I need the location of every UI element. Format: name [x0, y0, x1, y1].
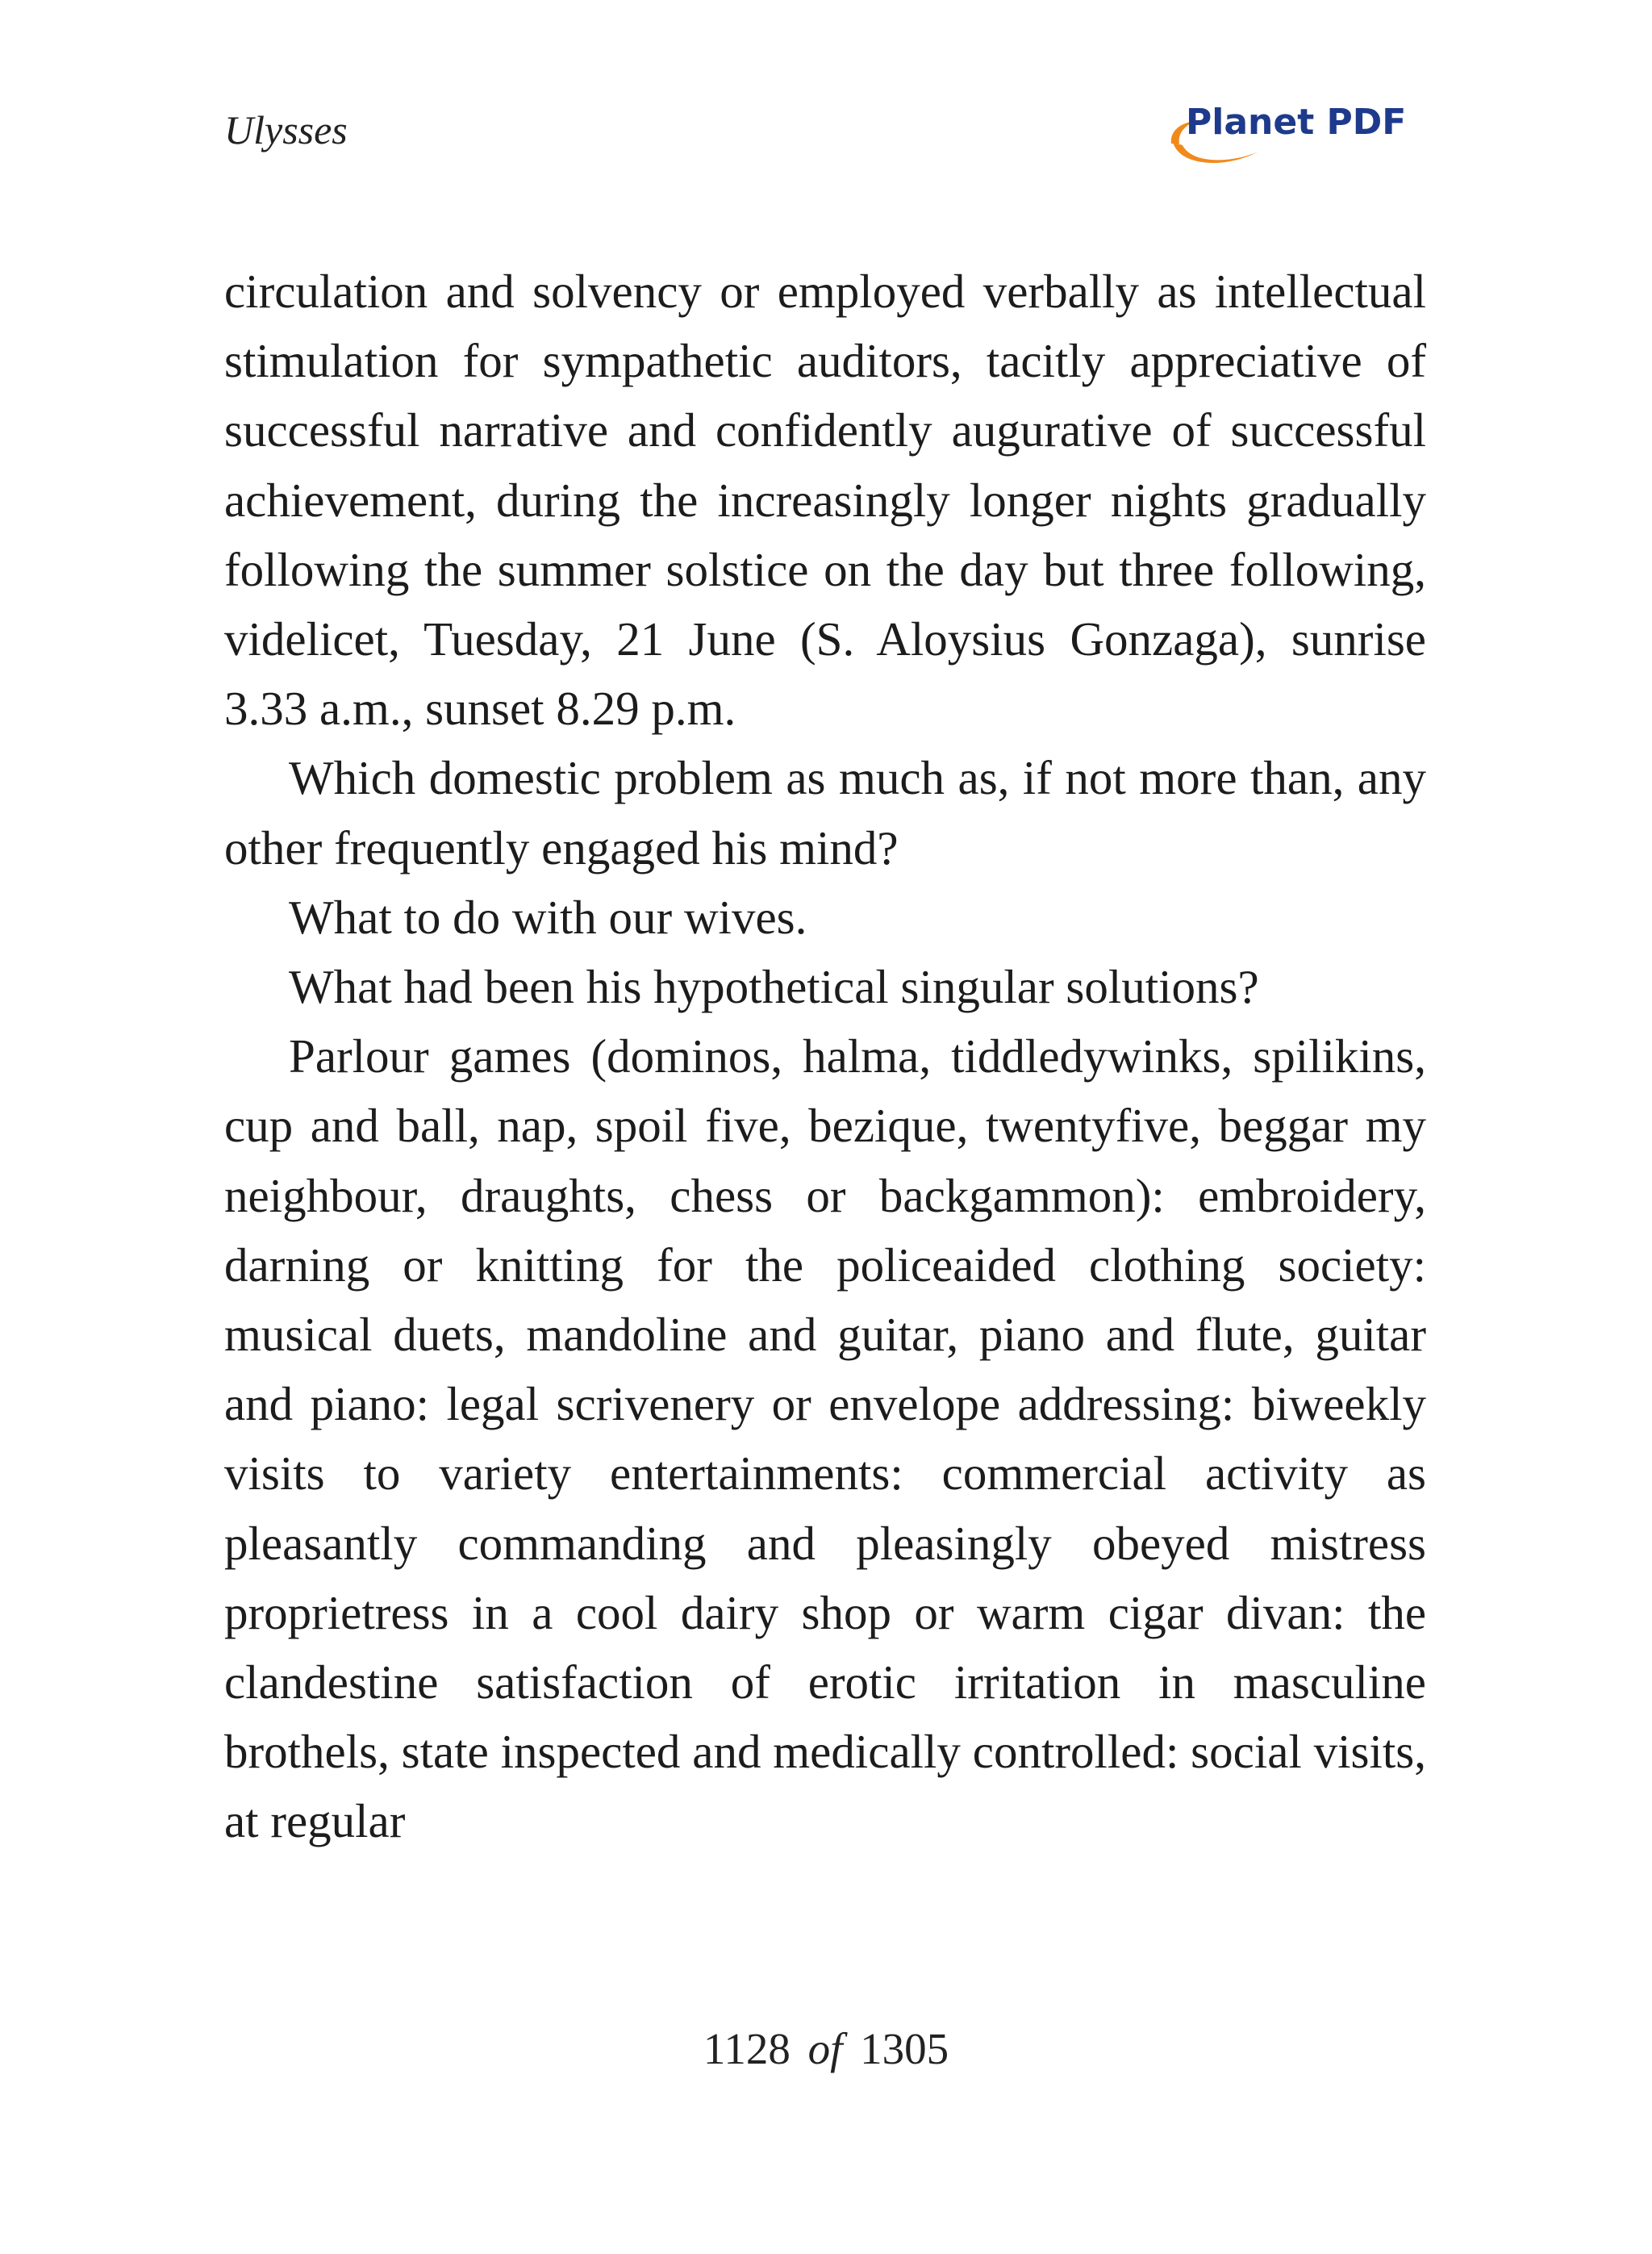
page-of-label: of [807, 2024, 843, 2073]
page-number [0, 2023, 1652, 2074]
total-pages: 1305 [860, 2024, 949, 2073]
paragraph-question-solutions: What had been his hypothetical singular solutions? [289, 960, 1259, 1014]
page-body-text [224, 257, 1426, 1856]
paragraph-answer-wives: What to do with our wives. [289, 890, 807, 944]
paragraph-answer-parlour-games: Parlour games (dominos, halma, tiddledywinks, spilikins, cup and ball, nap, spoil five, bezique, twentyfive, beggar my neighbour, draughts, chess or backgammon): embroidery, darning or knitting for the policeaided clothing society: musical duets, mandoline and guitar, piano and flute, guitar and piano: legal scrivenery or envelope addressing: biweekly visits to variety entertainments: commercial activity as pleasantly commanding and pleasingly obeyed mistress proprietress in a cool dairy shop or warm cigar divan: the clandestine satisfaction of erotic irritation in masculine brothels, state inspected and medically controlled: social visits, at regular [224, 1029, 1426, 1848]
planet-pdf-logo [1168, 95, 1434, 168]
paragraph-continuation: circulation and solvency or employed verbally as intellectual stimulation for sympathetic auditors, tacitly appreciative of successful narrative and confidently augurative of successful achievement, during the increasingly longer nights gradually following the summer solstice on the day but three following, videlicet, Tuesday, 21 June (S. Aloysius Gonzaga), sunrise 3.33 a.m., sunset 8.29 p.m. [224, 265, 1426, 736]
current-page: 1128 [703, 2024, 791, 2073]
logo-text: Planet PDF [1186, 102, 1407, 143]
paragraph-question-domestic-problem: Which domestic problem as much as, if not more than, any other frequently engaged his mind? [224, 751, 1426, 874]
running-head-title: Ulysses [224, 107, 348, 152]
logo-swoosh [1173, 142, 1258, 163]
